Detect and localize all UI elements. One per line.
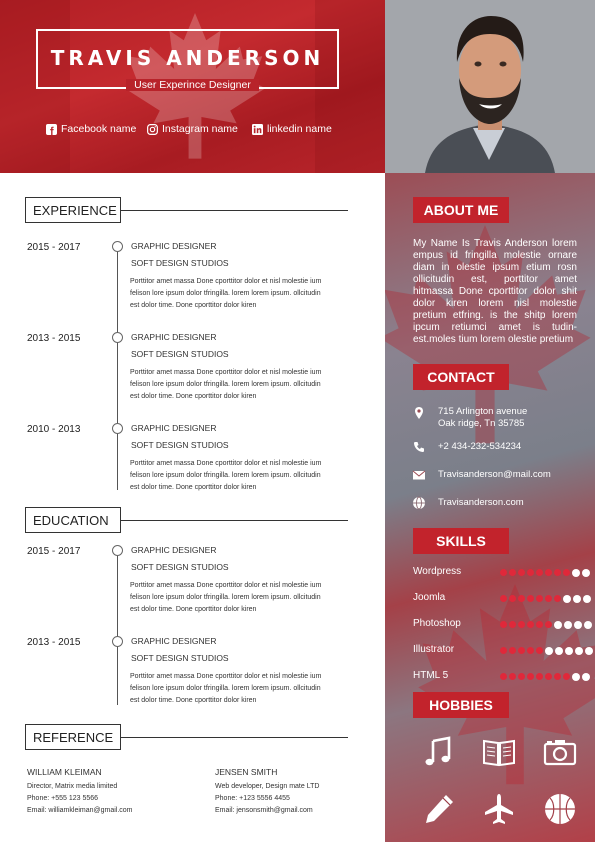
experience-date: 2010 - 2013 (27, 424, 81, 435)
timeline-dot (112, 241, 123, 252)
address-line: Oak ridge, Tn 35785 (438, 418, 525, 429)
desc-line: Porttitor amet massa Done cporttitor dolor et nisl molestie ium (130, 369, 322, 376)
address-line: 715 Arlington avenue (438, 406, 528, 417)
skill-dot (585, 647, 593, 655)
skill-dot (563, 595, 571, 603)
reference-position: Director, Matrix media limited (27, 783, 118, 790)
skill-rating (500, 647, 593, 655)
desc-line: est dolor time. Done cporttitor dolor kiren (130, 697, 257, 704)
skill-dot (582, 673, 590, 681)
education-timeline (117, 550, 118, 705)
reference-rule (120, 737, 348, 738)
contact-email[interactable]: Travisanderson@mail.com (438, 469, 551, 480)
contact-phone[interactable]: +2 434-232-534234 (438, 441, 522, 452)
book-icon (482, 735, 516, 769)
education-description (130, 671, 352, 707)
skill-dot (545, 595, 552, 602)
desc-line: felison lore ipsum dolor tfringilla. lorem lorem ipsum. ollcitudin (130, 594, 321, 601)
phone-icon (412, 440, 426, 454)
skill-rating (500, 595, 591, 603)
skill-dot (500, 647, 507, 654)
reference-email[interactable]: Email: williamkleiman@gmail.com (27, 807, 133, 814)
company-name: SOFT DESIGN STUDIOS (131, 349, 229, 359)
timeline-dot (112, 545, 123, 556)
candidate-name: TRAVIS ANDERSON (50, 46, 325, 70)
education-heading: EDUCATION (25, 507, 121, 533)
reference-name: JENSEN SMITH (215, 767, 278, 777)
reference-name: WILLIAM KLEIMAN (27, 767, 102, 777)
desc-line: felison lore ipsum dolor tfringilla. lorem lorem ipsum. ollcitudin (130, 290, 321, 297)
social-instagram[interactable] (147, 123, 238, 135)
skill-rating (500, 621, 592, 629)
job-title: GRAPHIC DESIGNER (131, 636, 217, 646)
skill-dot (509, 673, 516, 680)
company-name: SOFT DESIGN STUDIOS (131, 440, 229, 450)
contact-address (438, 406, 527, 430)
contact-heading: CONTACT (413, 364, 509, 390)
skill-dot (582, 569, 590, 577)
desc-line: est dolor time. Done cporttitor dolor kiren (130, 484, 257, 491)
social-facebook[interactable] (46, 123, 136, 135)
company-name: SOFT DESIGN STUDIOS (131, 258, 229, 268)
skill-dot (536, 647, 543, 654)
desc-line: felison lore ipsum dolor tfringilla. lorem lorem ipsum. ollcitudin (130, 685, 321, 692)
social-facebook-label: Facebook name (61, 123, 137, 135)
job-title: GRAPHIC DESIGNER (131, 545, 217, 555)
education-date: 2013 - 2015 (27, 637, 81, 648)
role-text: User Experince Designer (126, 79, 259, 91)
timeline-dot (112, 332, 123, 343)
globe-icon (412, 496, 426, 510)
company-name: SOFT DESIGN STUDIOS (131, 653, 229, 663)
skill-dot (545, 621, 552, 628)
experience-date: 2015 - 2017 (27, 242, 81, 253)
skill-dot (574, 621, 582, 629)
skill-dot (583, 595, 591, 603)
about-text: My Name Is Travis Anderson lorem empus id fringilla molestie ornare diam in olestie ipsum etium rosn ollicitudin est, porttitor amet hitmassa Done cporttitor dolor shit dolor kiren lorem nisl molestie pretium etfring. is the shitp lorem ipcum retiumci amet is tudin-est.moles tium lorem olestie pretium (413, 238, 577, 345)
skill-dot (527, 595, 534, 602)
avatar (385, 0, 595, 173)
experience-date: 2013 - 2015 (27, 333, 81, 344)
desc-line: Porttitor amet massa Done cporttitor dolor et nisl molestie ium (130, 582, 322, 589)
candidate-role (0, 79, 385, 91)
location-pin-icon (412, 406, 426, 420)
reference-phone: Phone: +123 5556 4455 (215, 795, 290, 802)
skill-dot (545, 673, 552, 680)
header-banner (0, 0, 385, 173)
skill-dot (536, 621, 543, 628)
skill-dot (536, 595, 543, 602)
skill-dot (527, 673, 534, 680)
skill-dot (554, 673, 561, 680)
skill-dot (509, 621, 516, 628)
education-date: 2015 - 2017 (27, 546, 81, 557)
profile-photo (385, 0, 595, 173)
skill-dot (575, 647, 583, 655)
desc-line: Porttitor amet massa Done cporttitor dolor et nisl molestie ium (130, 673, 322, 680)
skill-label: HTML 5 (413, 670, 449, 681)
skill-dot (545, 569, 552, 576)
skill-dot (545, 647, 553, 655)
skill-dot (554, 569, 561, 576)
job-description (130, 276, 352, 312)
skill-dot (554, 621, 562, 629)
education-rule (120, 520, 348, 521)
skill-dot (572, 673, 580, 681)
skill-dot (555, 647, 563, 655)
desc-line: felison lore ipsum dolor tfringilla. lorem lorem ipsum. ollcitudin (130, 472, 321, 479)
skill-dot (500, 595, 507, 602)
facebook-icon (46, 124, 57, 135)
skill-dot (564, 621, 572, 629)
skill-label: Photoshop (413, 618, 461, 629)
desc-line: Porttitor amet massa Done cporttitor dolor et nisl molestie ium (130, 460, 322, 467)
skill-label: Joomla (413, 592, 446, 603)
skill-dot (500, 569, 507, 576)
skill-dot (584, 621, 592, 629)
skill-dot (554, 595, 561, 602)
instagram-icon (147, 124, 158, 135)
reference-heading: REFERENCE (25, 724, 121, 750)
skill-dot (509, 569, 516, 576)
skill-dot (563, 569, 570, 576)
music-icon (422, 735, 456, 769)
skill-dot (518, 621, 525, 628)
skill-dot (527, 621, 534, 628)
skill-label: Illustrator (413, 644, 455, 655)
skill-dot (518, 647, 525, 654)
hobbies-heading: HOBBIES (413, 692, 509, 718)
skill-dot (527, 647, 534, 654)
skill-dot (527, 569, 534, 576)
skill-dot (500, 621, 507, 628)
desc-line: Porttitor amet massa Done cporttitor dolor et nisl molestie ium (130, 278, 322, 285)
skill-dot (518, 569, 525, 576)
timeline-dot (112, 423, 123, 434)
reference-email[interactable]: Email: jensonsmith@gmail.com (215, 807, 313, 814)
skill-dot (573, 595, 581, 603)
skill-dot (518, 673, 525, 680)
desc-line: felison lore ipsum dolor tfringilla. lorem lorem ipsum. ollcitudin (130, 381, 321, 388)
skill-rating (500, 569, 590, 577)
experience-timeline (117, 246, 118, 490)
experience-rule (120, 210, 348, 211)
social-instagram-label: Instagram name (162, 123, 238, 135)
skill-dot (500, 673, 507, 680)
about-heading: ABOUT ME (413, 197, 509, 223)
skills-heading: SKILLS (413, 528, 509, 554)
social-linkedin-label: linkedin name (267, 123, 332, 135)
skill-dot (565, 647, 573, 655)
desc-line: est dolor time. Done cporttitor dolor kiren (130, 606, 257, 613)
job-title: GRAPHIC DESIGNER (131, 332, 217, 342)
job-description (130, 367, 352, 403)
airplane-icon (482, 792, 516, 826)
desc-line: est dolor time. Done cporttitor dolor kiren (130, 302, 257, 309)
job-title: GRAPHIC DESIGNER (131, 423, 217, 433)
reference-position: Web developer, Design mate LTD (215, 783, 320, 790)
experience-heading: EXPERIENCE (25, 197, 121, 223)
skill-rating (500, 673, 590, 681)
timeline-dot (112, 636, 123, 647)
reference-phone: Phone: +555 123 5566 (27, 795, 99, 802)
skill-label: Wordpress (413, 566, 462, 577)
skill-dot (572, 569, 580, 577)
job-description (130, 458, 352, 494)
contact-website[interactable]: Travisanderson.com (438, 497, 524, 508)
skill-dot (509, 595, 516, 602)
camera-icon (543, 735, 577, 769)
basketball-icon (543, 792, 577, 826)
social-linkedin[interactable] (252, 123, 332, 135)
envelope-icon (412, 468, 426, 482)
desc-line: est dolor time. Done cporttitor dolor kiren (130, 393, 257, 400)
skill-dot (518, 595, 525, 602)
company-name: SOFT DESIGN STUDIOS (131, 562, 229, 572)
skill-dot (536, 673, 543, 680)
job-title: GRAPHIC DESIGNER (131, 241, 217, 251)
education-description (130, 580, 352, 616)
skill-dot (509, 647, 516, 654)
linkedin-icon (252, 124, 263, 135)
skill-dot (563, 673, 570, 680)
pencil-icon (422, 792, 456, 826)
skill-dot (536, 569, 543, 576)
